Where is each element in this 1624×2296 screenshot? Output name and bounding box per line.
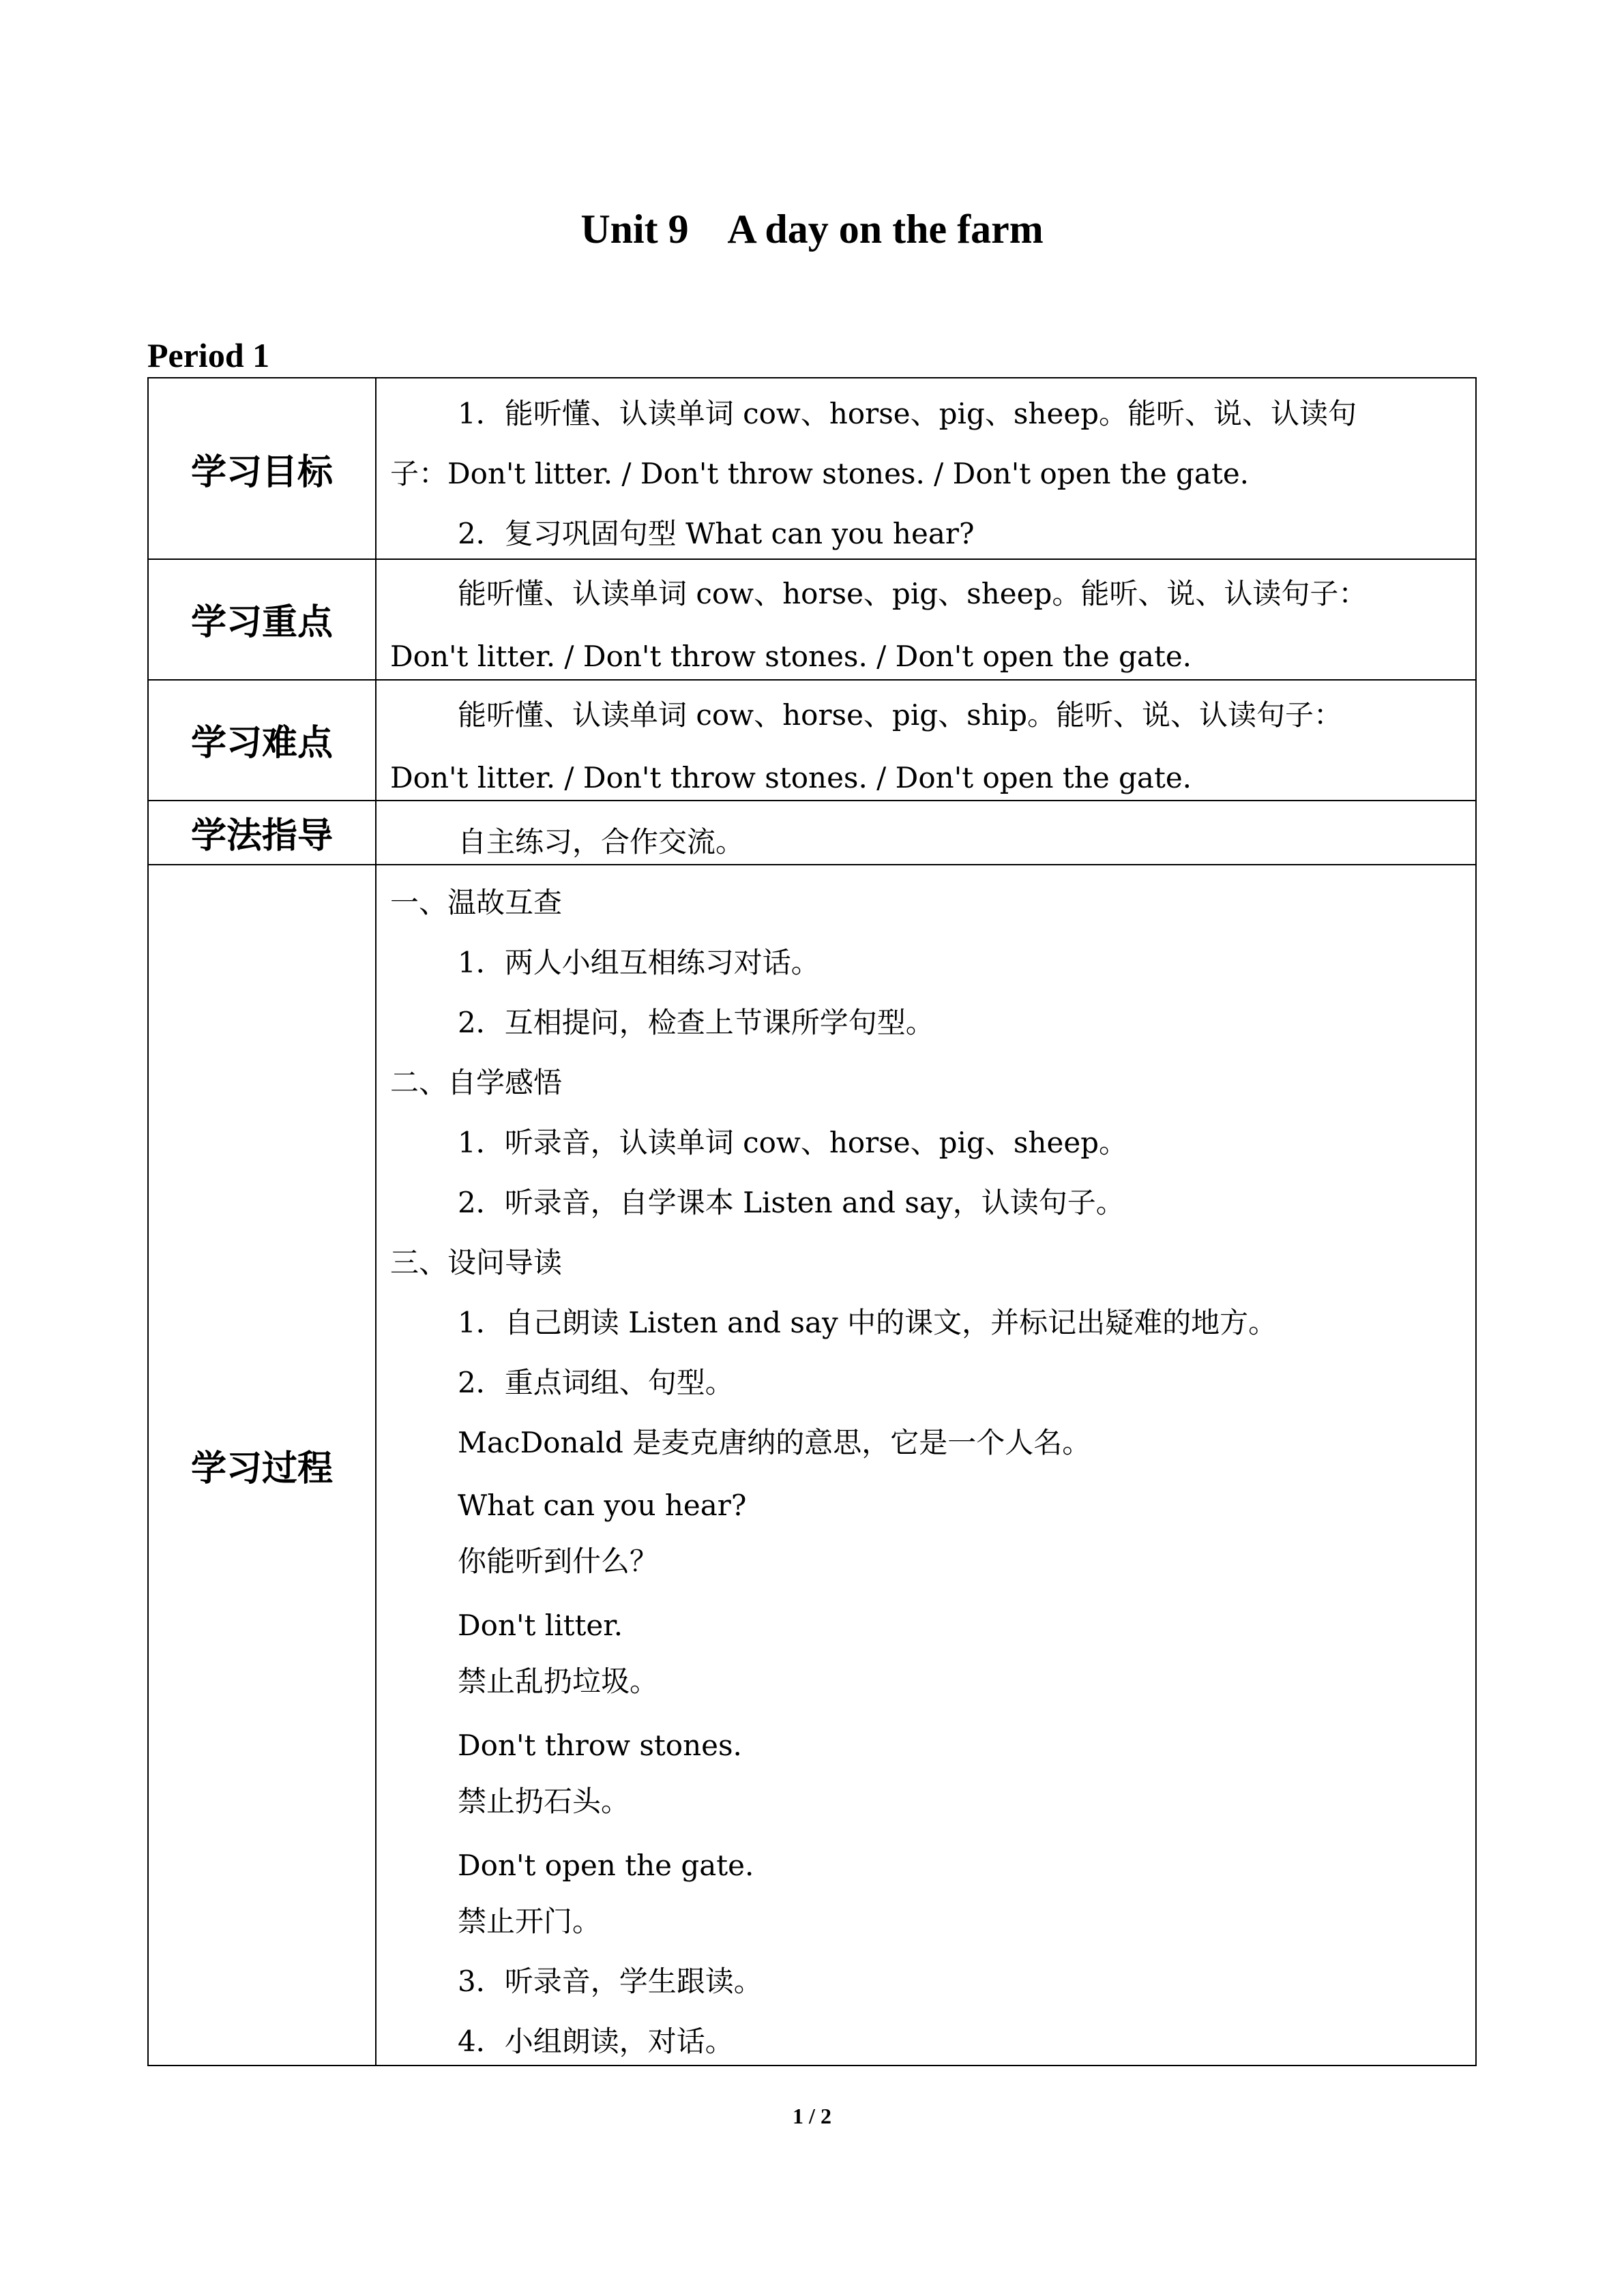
process-section-2: 二、自学感悟	[390, 1066, 563, 1099]
difficulties-line-2: Don't litter. / Don't throw stones. / Don't open the gate.	[390, 761, 1192, 794]
process-line: 3．听录音，学生跟读。	[458, 1965, 763, 1998]
process-line: What can you hear?	[458, 1489, 747, 1522]
page-number: 1 / 2	[793, 2104, 831, 2128]
process-line: 1．听录音，认读单词 cow、horse、pig、sheep。	[458, 1126, 1128, 1159]
row-label-key-points: 学习重点	[190, 602, 333, 643]
column-divider	[375, 378, 377, 2065]
process-line: 1．两人小组互相练习对话。	[458, 946, 820, 979]
process-line: Don't open the gate.	[458, 1849, 754, 1882]
process-section-1: 一、温故互查	[390, 886, 563, 919]
process-line: 4．小组朗读，对话。	[458, 2025, 734, 2058]
process-line: 2．听录音，自学课本 Listen and say，认读句子。	[458, 1186, 1125, 1219]
process-line: 2．互相提问，检查上节课所学句型。	[458, 1006, 934, 1039]
method-line-1: 自主练习，合作交流。	[458, 825, 745, 859]
process-line: 禁止乱扔垃圾。	[458, 1665, 659, 1698]
objectives-line-2: 子：Don't litter. / Don't throw stones. / Don't open the gate.	[390, 457, 1250, 490]
process-line: 你能听到什么？	[458, 1545, 659, 1578]
lesson-table	[147, 377, 1477, 2066]
key-points-line-2: Don't litter. / Don't throw stones. / Don't open the gate.	[390, 640, 1192, 673]
process-line: 1．自己朗读 Listen and say 中的课文，并标记出疑难的地方。	[458, 1306, 1278, 1339]
row-label-difficulties: 学习难点	[190, 723, 333, 764]
row-label-objectives: 学习目标	[190, 451, 333, 493]
row-label-method: 学法指导	[190, 815, 333, 856]
key-points-line-1: 能听懂、认读单词 cow、horse、pig、sheep。能听、说、认读句子：	[458, 577, 1368, 610]
process-line: 2．重点词组、句型。	[458, 1366, 734, 1399]
document-title: Unit 9 A day on the farm	[580, 207, 1044, 252]
objectives-line-1: 1．能听懂、认读单词 cow、horse、pig、sheep。能听、说、认读句	[458, 397, 1357, 430]
process-line: 禁止扔石头。	[458, 1785, 630, 1818]
process-line: Don't throw stones.	[458, 1729, 742, 1762]
row-label-process: 学习过程	[190, 1448, 333, 1489]
process-line: 禁止开门。	[458, 1905, 602, 1938]
difficulties-line-1: 能听懂、认读单词 cow、horse、pig、ship。能听、说、认读句子：	[458, 698, 1343, 732]
period-heading: Period 1	[147, 336, 270, 374]
process-section-3: 三、设问导读	[390, 1246, 563, 1279]
objectives-line-3: 2．复习巩固句型 What can you hear?	[458, 517, 975, 550]
process-line: Don't litter.	[458, 1609, 623, 1642]
process-line: MacDonald 是麦克唐纳的意思，它是一个人名。	[458, 1426, 1091, 1459]
